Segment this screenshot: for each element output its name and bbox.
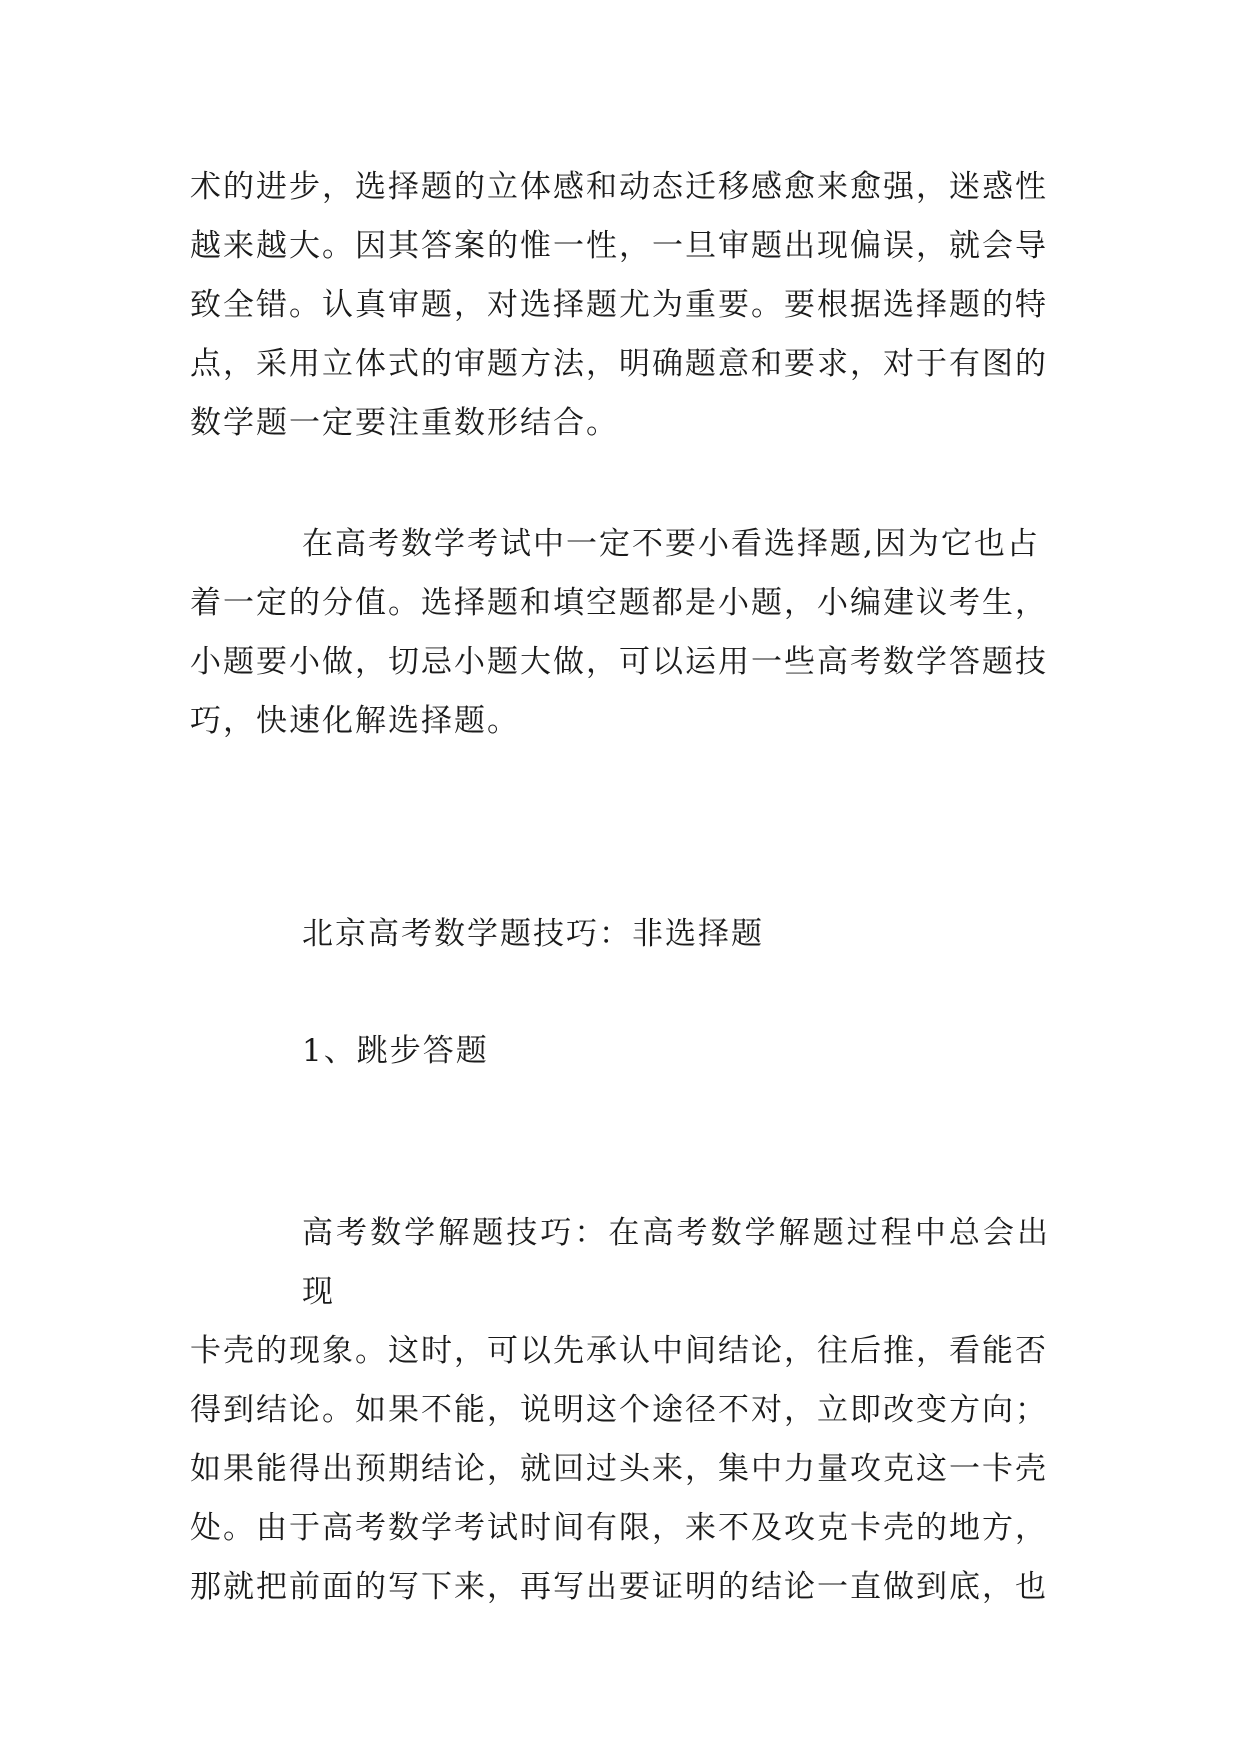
section-heading: 北京高考数学题技巧：非选择题: [302, 916, 764, 952]
text-line: 术的进步，选择题的立体感和动态迁移感愈来愈强，迷惑性: [190, 169, 1048, 205]
text-line: 数学题一定要注重数形结合。: [190, 405, 619, 441]
text-line: 点，采用立体式的审题方法，明确题意和要求，对于有图的: [190, 346, 1048, 382]
text-line: 处。由于高考数学考试时间有限，来不及攻克卡壳的地方，: [190, 1510, 1048, 1546]
text-line: 致全错。认真审题，对选择题尤为重要。要根据选择题的特: [190, 287, 1048, 323]
text-line: 如果能得出预期结论，就回过头来，集中力量攻克这一卡壳: [190, 1451, 1048, 1487]
text-line: 那就把前面的写下来，再写出要证明的结论一直做到底，也: [190, 1569, 1048, 1605]
paragraph-skip-step-answer: [190, 1204, 1050, 1617]
text-line: 小题要小做，切忌小题大做，可以运用一些高考数学答题技: [190, 644, 1048, 680]
sub-heading: 1、跳步答题: [302, 1033, 489, 1069]
text-line: 越来越大。因其答案的惟一性，一旦审题出现偏误，就会导: [190, 228, 1048, 264]
text-line: 巧，快速化解选择题。: [190, 703, 520, 739]
paragraph-choice-question-review: [190, 158, 1050, 453]
text-line: 卡壳的现象。这时，可以先承认中间结论，往后推，看能否: [190, 1333, 1048, 1369]
text-line: 得到结论。如果不能，说明这个途径不对，立即改变方向；: [190, 1392, 1048, 1428]
text-line: 着一定的分值。选择题和填空题都是小题，小编建议考生，: [190, 585, 1048, 621]
text-line: 在高考数学考试中一定不要小看选择题,因为它也占: [302, 526, 1040, 562]
text-line: 高考数学解题技巧：在高考数学解题过程中总会出现: [302, 1215, 1050, 1310]
paragraph-choice-question-value: [190, 515, 1050, 751]
